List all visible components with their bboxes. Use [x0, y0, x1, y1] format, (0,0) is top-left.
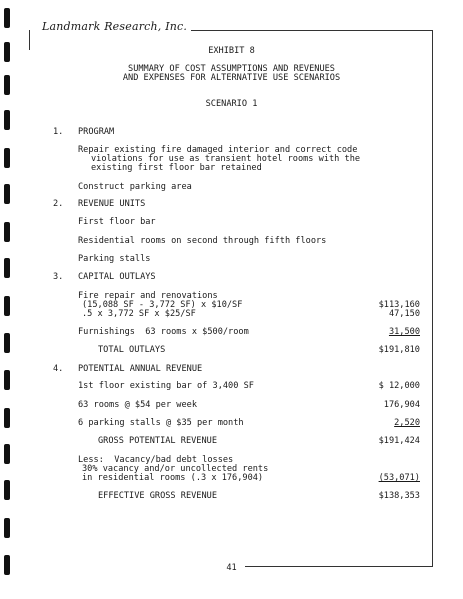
- outlay-value: 31,500: [388, 327, 420, 337]
- section-number: 3.: [53, 272, 64, 282]
- gross-value: $191,424: [378, 436, 420, 446]
- vacancy-label: 30% vacancy and/or uncollected rents: [82, 464, 269, 474]
- binder-holes: [0, 0, 12, 599]
- effective-value: $138,353: [378, 491, 420, 501]
- vacancy-value: (53,071): [378, 473, 420, 483]
- frame-line: [432, 30, 433, 566]
- program-text: violations for use as transient hotel rooms with the: [91, 154, 361, 164]
- section-title: REVENUE UNITS: [78, 199, 146, 209]
- revenue-unit: First floor bar: [78, 217, 156, 227]
- outlay-label: .5 x 3,772 SF x $25/SF: [82, 309, 196, 319]
- scenario-title: SCENARIO 1: [205, 99, 258, 109]
- section-title: PROGRAM: [78, 127, 115, 137]
- total-value: $191,810: [378, 345, 420, 355]
- summary-line: AND EXPENSES FOR ALTERNATIVE USE SCENARIOS: [122, 73, 341, 83]
- revenue-unit: Parking stalls: [78, 254, 151, 264]
- revenue-label: 1st floor existing bar of 3,400 SF: [78, 381, 254, 391]
- effective-label: EFFECTIVE GROSS REVENUE: [98, 491, 217, 501]
- page-number: 41: [226, 563, 237, 573]
- summary-line: SUMMARY OF COST ASSUMPTIONS AND REVENUES: [128, 64, 335, 74]
- revenue-value: 176,904: [383, 400, 420, 410]
- outlay-label: (15,088 SF - 3,772 SF) x $10/SF: [82, 300, 243, 310]
- section-title: POTENTIAL ANNUAL REVENUE: [78, 364, 203, 374]
- section-title: CAPITAL OUTLAYS: [78, 272, 156, 282]
- revenue-value: 2,520: [394, 418, 420, 428]
- section-number: 4.: [53, 364, 64, 374]
- outlay-label: Furnishings 63 rooms x $500/room: [78, 327, 249, 337]
- program-text: Construct parking area: [78, 182, 192, 192]
- outlay-value: $113,160: [378, 300, 420, 310]
- total-label: TOTAL OUTLAYS: [98, 345, 166, 355]
- outlay-value: 47,150: [388, 309, 420, 319]
- gross-label: GROSS POTENTIAL REVENUE: [98, 436, 217, 446]
- section-number: 1.: [53, 127, 64, 137]
- exhibit-title: EXHIBIT 8: [208, 46, 255, 56]
- vacancy-label: Less: Vacancy/bad debt losses: [78, 455, 234, 465]
- revenue-unit: Residential rooms on second through fifth floors: [78, 236, 327, 246]
- outlay-label: Fire repair and renovations: [78, 291, 218, 301]
- program-text: existing first floor bar retained: [91, 163, 262, 173]
- revenue-label: 6 parking stalls @ $35 per month: [78, 418, 244, 428]
- vacancy-label: in residential rooms (.3 x 176,904): [82, 473, 264, 483]
- section-number: 2.: [53, 199, 64, 209]
- program-text: Repair existing fire damaged interior and correct code: [78, 145, 358, 155]
- company-logo: Landmark Research, Inc.: [38, 20, 191, 33]
- revenue-value: $ 12,000: [378, 381, 420, 391]
- revenue-label: 63 rooms @ $54 per week: [78, 400, 197, 410]
